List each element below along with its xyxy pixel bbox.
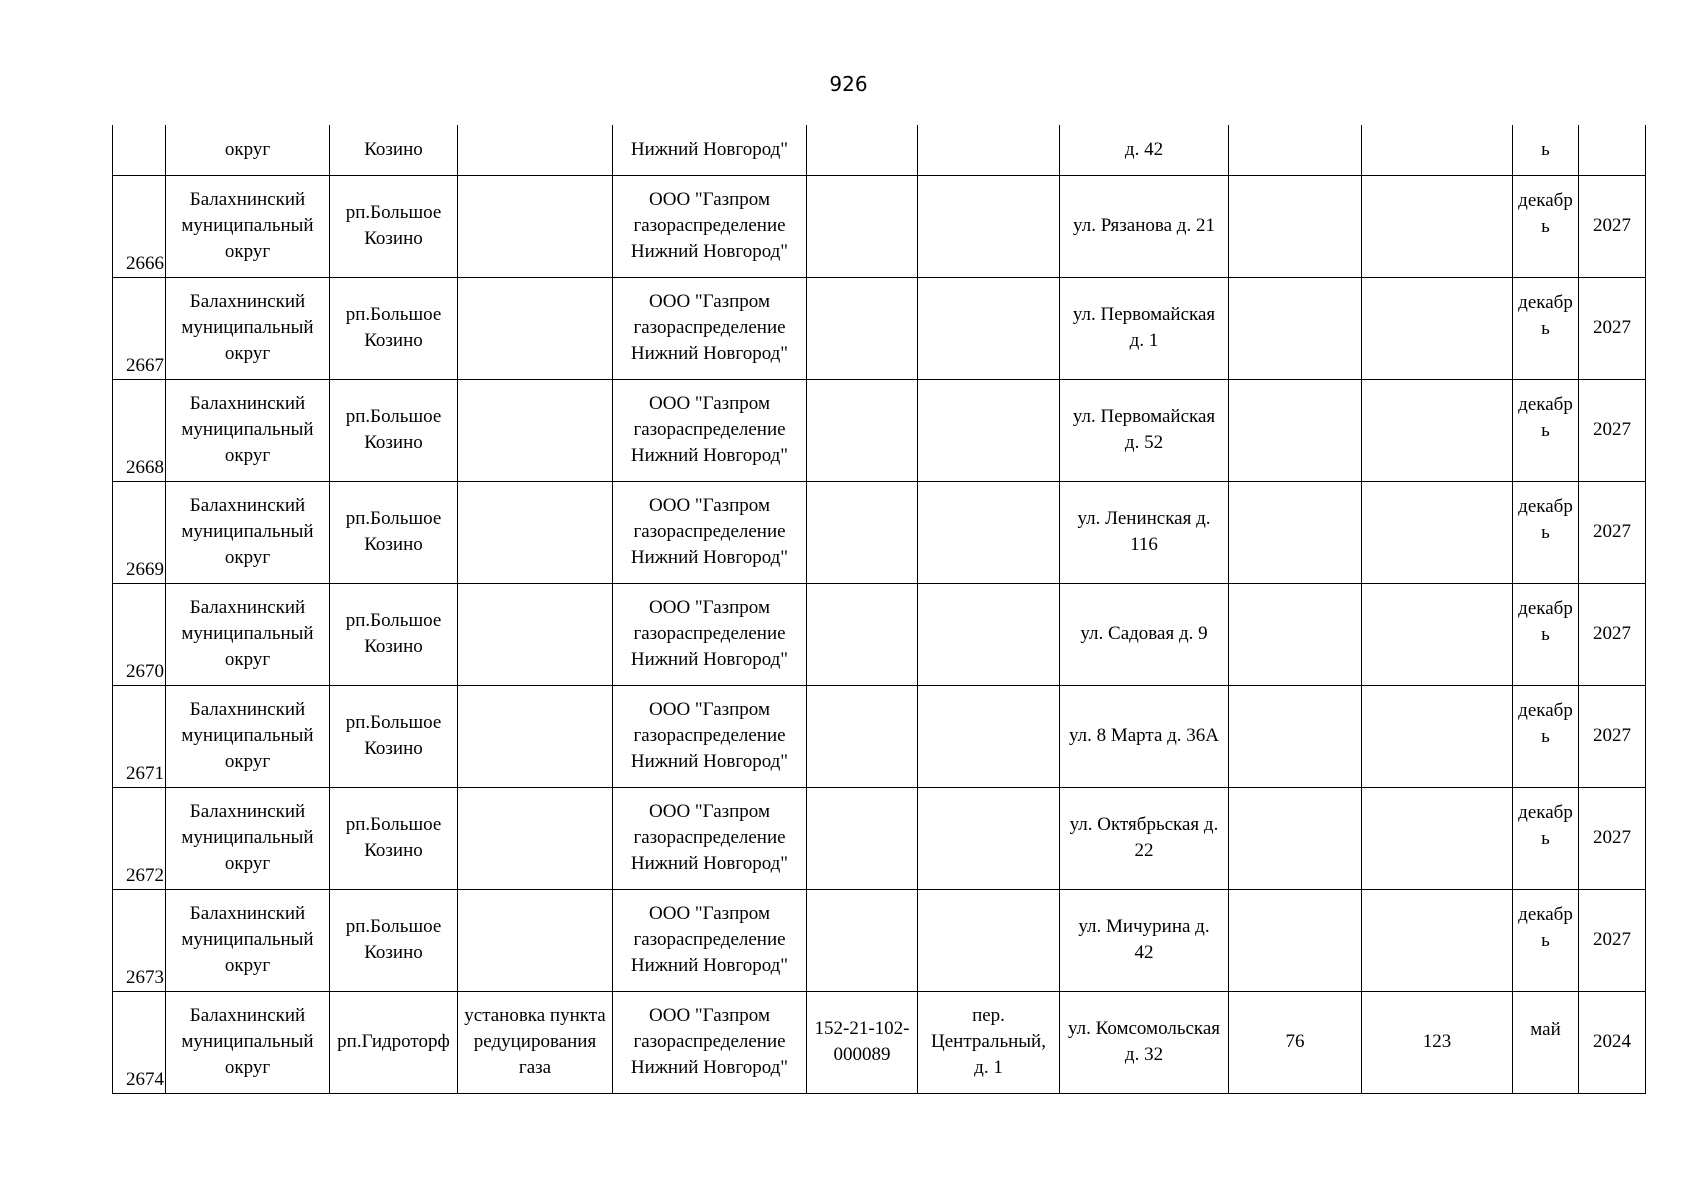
table-row (113, 787, 1646, 889)
district-cell (166, 125, 330, 175)
year-cell (1579, 889, 1646, 991)
month-cell (1513, 991, 1579, 1093)
work-type-cell (458, 889, 613, 991)
value-2-cell (1362, 583, 1513, 685)
month-cell-text: декабр ь (1518, 190, 1573, 237)
year-cell-text: 2027 (1593, 317, 1631, 338)
year-cell (1579, 685, 1646, 787)
month-cell-text: декабр ь (1518, 292, 1573, 339)
location-cell (918, 685, 1060, 787)
year-cell-text: 2027 (1593, 725, 1631, 746)
month-cell-text: декабр ь (1518, 598, 1573, 645)
organization-cell-text: ООО "Газпром газораспределение Нижний Новгород" (630, 801, 789, 874)
year-cell (1579, 379, 1646, 481)
month-cell (1513, 379, 1579, 481)
settlement-cell (330, 583, 458, 685)
value-1-cell (1229, 481, 1362, 583)
year-cell-text: 2027 (1593, 215, 1631, 236)
district-cell-text: Балахнинский муниципальный округ (181, 1005, 314, 1078)
settlement-cell-text: рп.Большое Козино (345, 916, 442, 963)
row-number-cell (113, 481, 166, 583)
value-1-cell-text: 76 (1285, 1031, 1305, 1052)
month-cell (1513, 277, 1579, 379)
location-cell (918, 175, 1060, 277)
settlement-cell (330, 277, 458, 379)
settlement-cell-text: рп.Большое Козино (345, 202, 442, 249)
district-cell-text: округ (224, 138, 271, 160)
district-cell (166, 277, 330, 379)
organization-cell (613, 685, 807, 787)
district-cell (166, 991, 330, 1093)
year-cell-text: 2027 (1593, 827, 1631, 848)
location-cell (918, 125, 1060, 175)
registry-table (112, 125, 1646, 1094)
settlement-cell-text: Козино (364, 138, 423, 160)
work-type-cell-text: установка пункта редуцирования газа (464, 1005, 606, 1078)
organization-cell-text: ООО "Газпром газораспределение Нижний Новгород" (630, 393, 789, 466)
district-cell (166, 889, 330, 991)
row-number-cell (113, 277, 166, 379)
table-row (113, 277, 1646, 379)
month-cell-text: декабр ь (1518, 904, 1573, 951)
organization-cell (613, 889, 807, 991)
row-number-cell (113, 991, 166, 1093)
settlement-cell (330, 125, 458, 175)
year-cell (1579, 125, 1646, 175)
object-code-cell-text: 152-21-102- 000089 (814, 1018, 910, 1065)
year-cell (1579, 583, 1646, 685)
address-cell-text: ул. Первомайская д. 52 (1072, 406, 1216, 453)
location-cell-text: пер. Центральный, д. 1 (931, 1005, 1046, 1078)
year-cell (1579, 481, 1646, 583)
organization-cell (613, 125, 807, 175)
value-2-cell (1362, 277, 1513, 379)
object-code-cell (807, 481, 918, 583)
settlement-cell (330, 481, 458, 583)
district-cell-text: Балахнинский муниципальный округ (181, 699, 314, 772)
month-cell (1513, 481, 1579, 583)
district-cell-text: Балахнинский муниципальный округ (181, 597, 314, 670)
address-cell-text: ул. Первомайская д. 1 (1072, 304, 1216, 351)
work-type-cell (458, 175, 613, 277)
row-number-cell-text: 2668 (126, 456, 164, 478)
row-number-cell (113, 125, 166, 175)
settlement-cell (330, 889, 458, 991)
year-cell (1579, 991, 1646, 1093)
value-1-cell (1229, 787, 1362, 889)
table-row (113, 685, 1646, 787)
month-cell (1513, 685, 1579, 787)
year-cell (1579, 175, 1646, 277)
organization-cell-text: ООО "Газпром газораспределение Нижний Новгород" (630, 189, 789, 262)
object-code-cell (807, 685, 918, 787)
table-row (113, 175, 1646, 277)
table-body (113, 125, 1646, 1093)
year-cell (1579, 787, 1646, 889)
value-2-cell (1362, 175, 1513, 277)
table-row (113, 379, 1646, 481)
district-cell (166, 175, 330, 277)
address-cell-text: ул. Комсомольская д. 32 (1067, 1018, 1221, 1065)
object-code-cell (807, 125, 918, 175)
address-cell-text: ул. Садовая д. 9 (1080, 623, 1208, 644)
address-cell (1060, 277, 1229, 379)
work-type-cell (458, 277, 613, 379)
value-2-cell (1362, 125, 1513, 175)
location-cell (918, 991, 1060, 1093)
value-2-cell (1362, 787, 1513, 889)
month-cell-text: декабр ь (1518, 802, 1573, 849)
table-row (113, 583, 1646, 685)
work-type-cell (458, 787, 613, 889)
month-cell (1513, 787, 1579, 889)
organization-cell-text: ООО "Газпром газораспределение Нижний Новгород" (630, 291, 789, 364)
settlement-cell-text: рп.Большое Козино (345, 814, 442, 861)
row-number-cell (113, 379, 166, 481)
address-cell-text: ул. Ленинская д. 116 (1077, 508, 1211, 555)
location-cell (918, 277, 1060, 379)
work-type-cell (458, 481, 613, 583)
settlement-cell-text: рп.Гидроторф (337, 1031, 450, 1052)
location-cell (918, 379, 1060, 481)
month-cell (1513, 175, 1579, 277)
organization-cell-text: ООО "Газпром газораспределение Нижний Новгород" (630, 699, 789, 772)
row-number-cell-text: 2666 (126, 252, 164, 274)
row-number-cell (113, 175, 166, 277)
organization-cell (613, 787, 807, 889)
row-number-cell-text: 2669 (126, 558, 164, 580)
month-cell-text: декабр ь (1518, 700, 1573, 747)
table-row (113, 889, 1646, 991)
table-row (113, 125, 1646, 175)
month-cell-text: декабр ь (1518, 394, 1573, 441)
address-cell (1060, 175, 1229, 277)
month-cell-text: май (1530, 1019, 1561, 1040)
settlement-cell (330, 991, 458, 1093)
address-cell-text: ул. Октябрьская д. 22 (1069, 814, 1219, 861)
value-1-cell (1229, 583, 1362, 685)
district-cell-text: Балахнинский муниципальный округ (181, 291, 314, 364)
object-code-cell (807, 379, 918, 481)
object-code-cell (807, 277, 918, 379)
value-2-cell (1362, 379, 1513, 481)
address-cell (1060, 787, 1229, 889)
year-cell-text: 2027 (1593, 521, 1631, 542)
organization-cell (613, 583, 807, 685)
work-type-cell (458, 991, 613, 1093)
address-cell (1060, 125, 1229, 175)
object-code-cell (807, 889, 918, 991)
address-cell (1060, 685, 1229, 787)
settlement-cell (330, 787, 458, 889)
organization-cell-text: ООО "Газпром газораспределение Нижний Новгород" (630, 903, 789, 976)
address-cell-text: ул. Рязанова д. 21 (1073, 215, 1215, 236)
value-1-cell (1229, 125, 1362, 175)
month-cell-text: ь (1541, 138, 1550, 160)
value-2-cell (1362, 991, 1513, 1093)
value-1-cell (1229, 889, 1362, 991)
address-cell-text: ул. Мичурина д. 42 (1078, 916, 1210, 963)
row-number-cell-text: 2672 (126, 864, 164, 886)
district-cell (166, 583, 330, 685)
location-cell (918, 583, 1060, 685)
value-2-cell-text: 123 (1422, 1031, 1452, 1052)
organization-cell (613, 481, 807, 583)
row-number-cell (113, 787, 166, 889)
value-2-cell (1362, 481, 1513, 583)
settlement-cell (330, 379, 458, 481)
district-cell-text: Балахнинский муниципальный округ (181, 393, 314, 466)
organization-cell-text: ООО "Газпром газораспределение Нижний Новгород" (630, 495, 789, 568)
district-cell-text: Балахнинский муниципальный округ (181, 495, 314, 568)
value-1-cell (1229, 685, 1362, 787)
object-code-cell (807, 991, 918, 1093)
district-cell (166, 481, 330, 583)
settlement-cell (330, 685, 458, 787)
address-cell-text: ул. 8 Марта д. 36А (1068, 725, 1220, 746)
year-cell (1579, 277, 1646, 379)
work-type-cell (458, 379, 613, 481)
value-1-cell (1229, 277, 1362, 379)
organization-cell (613, 991, 807, 1093)
settlement-cell-text: рп.Большое Козино (345, 610, 442, 657)
page-number: 926 (829, 72, 868, 96)
month-cell (1513, 125, 1579, 175)
month-cell (1513, 889, 1579, 991)
address-cell (1060, 991, 1229, 1093)
year-cell-text: 2024 (1593, 1031, 1631, 1052)
district-cell-text: Балахнинский муниципальный округ (181, 801, 314, 874)
settlement-cell-text: рп.Большое Козино (345, 508, 442, 555)
organization-cell (613, 175, 807, 277)
location-cell (918, 481, 1060, 583)
organization-cell (613, 379, 807, 481)
address-cell (1060, 379, 1229, 481)
organization-cell-text: ООО "Газпром газораспределение Нижний Новгород" (630, 597, 789, 670)
district-cell (166, 379, 330, 481)
value-1-cell (1229, 991, 1362, 1093)
object-code-cell (807, 175, 918, 277)
work-type-cell (458, 125, 613, 175)
work-type-cell (458, 583, 613, 685)
year-cell-text: 2027 (1593, 623, 1631, 644)
organization-cell-text: Нижний Новгород" (630, 138, 789, 160)
row-number-cell-text: 2667 (126, 354, 164, 376)
row-number-cell-text: 2671 (126, 762, 164, 784)
district-cell (166, 787, 330, 889)
settlement-cell-text: рп.Большое Козино (345, 712, 442, 759)
value-2-cell (1362, 889, 1513, 991)
location-cell (918, 889, 1060, 991)
address-cell-text: д. 42 (1124, 138, 1164, 160)
row-number-cell (113, 583, 166, 685)
district-cell-text: Балахнинский муниципальный округ (181, 903, 314, 976)
value-2-cell (1362, 685, 1513, 787)
table-row (113, 991, 1646, 1093)
row-number-cell-text: 2673 (126, 966, 164, 988)
address-cell (1060, 889, 1229, 991)
table-row (113, 481, 1646, 583)
address-cell (1060, 481, 1229, 583)
address-cell (1060, 583, 1229, 685)
year-cell-text: 2027 (1593, 419, 1631, 440)
organization-cell-text: ООО "Газпром газораспределение Нижний Новгород" (630, 1005, 789, 1078)
month-cell (1513, 583, 1579, 685)
work-type-cell (458, 685, 613, 787)
district-cell (166, 685, 330, 787)
settlement-cell (330, 175, 458, 277)
location-cell (918, 787, 1060, 889)
month-cell-text: декабр ь (1518, 496, 1573, 543)
district-cell-text: Балахнинский муниципальный округ (181, 189, 314, 262)
settlement-cell-text: рп.Большое Козино (345, 304, 442, 351)
organization-cell (613, 277, 807, 379)
value-1-cell (1229, 379, 1362, 481)
settlement-cell-text: рп.Большое Козино (345, 406, 442, 453)
object-code-cell (807, 787, 918, 889)
row-number-cell (113, 889, 166, 991)
row-number-cell-text: 2674 (126, 1068, 164, 1090)
row-number-cell-text: 2670 (126, 660, 164, 682)
value-1-cell (1229, 175, 1362, 277)
row-number-cell (113, 685, 166, 787)
year-cell-text: 2027 (1593, 929, 1631, 950)
object-code-cell (807, 583, 918, 685)
